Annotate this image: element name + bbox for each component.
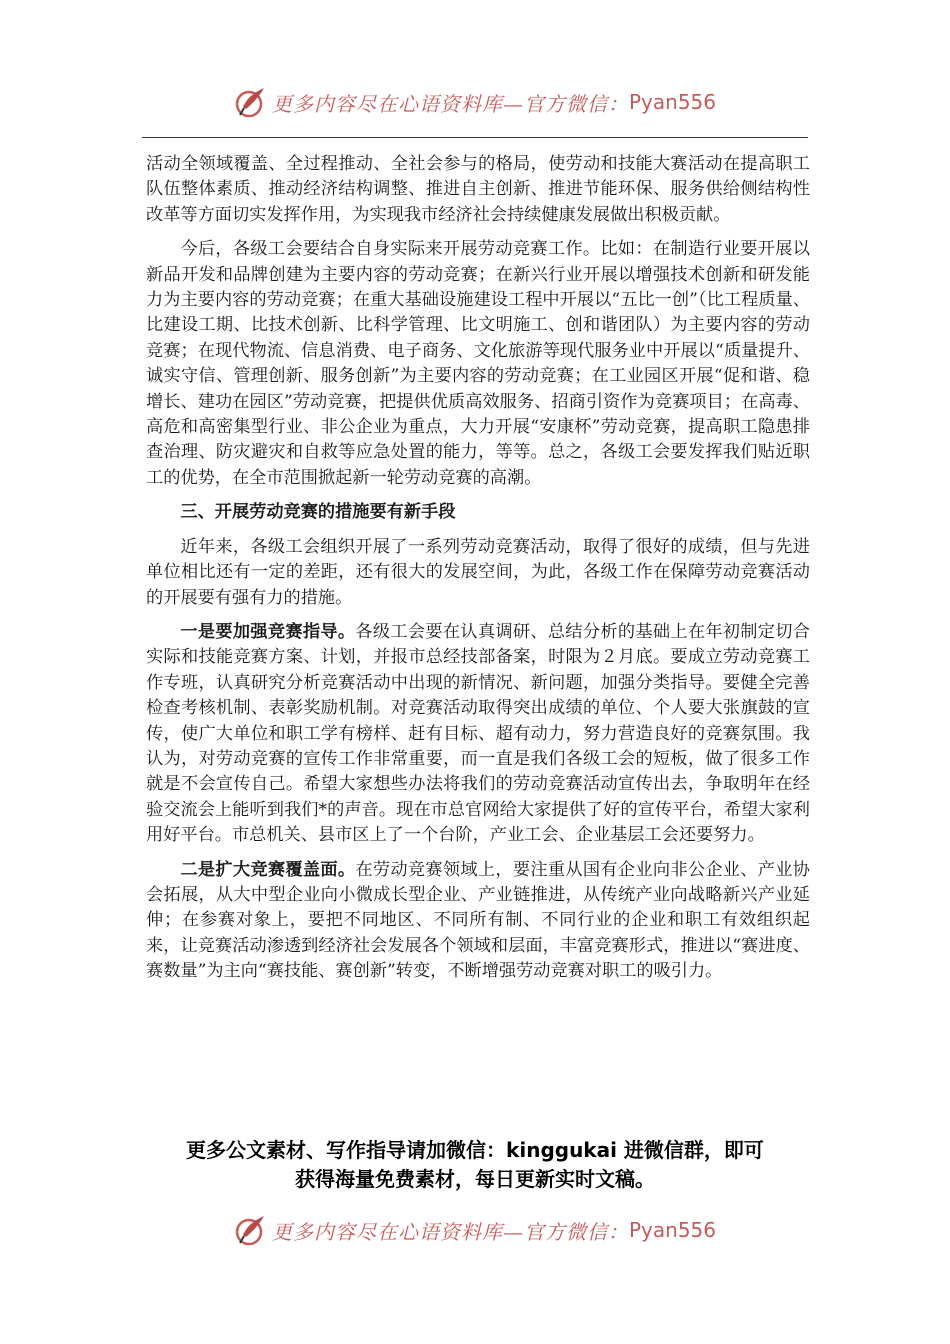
section-heading-3: 三、开展劳动竞赛的措施要有新手段 <box>180 502 456 523</box>
promo-line-1: 更多公文素材、写作指导请加微信：kinggukai 进微信群，即可 <box>186 1138 764 1162</box>
paragraph-5-text: 在劳动竞赛领域上，要注重从国有企业向非公企业、产业协会拓展，从大中型企业向小微成长型企业、产业链推进，从传统产业向战略新兴产业延伸；在参赛对象上，要把不同地区、不同所有制、不同行业的企业和职工有效组织起来，让竞赛活动渗透到经济社会发展各个领域和层面，丰富竞赛形式，推进以“赛进度、赛数量”为主向“赛技能、赛创新”转变，不断增强劳动竞赛对职工的吸引力。 <box>146 859 810 982</box>
quill-logo-icon <box>234 1213 268 1247</box>
promo-block <box>100 1136 850 1194</box>
quill-logo-icon <box>234 85 268 119</box>
paragraph-4-text: 各级工会要在认真调研、总结分析的基础上在年初制定切合实际和技能竞赛方案、计划，并报市总经技部备案，时限为２月底。要成立劳动竞赛工作专班，认真研究分析竞赛活动中出现的新情况、新问题，加强分类指导。要健全完善检查考核机制、表彰奖励机制。对竞赛活动取得突出成绩的单位、个人要大张旗鼓的宣传，使广大单位和职工学有榜样、赶有目标、超有动力，努力营造良好的竞赛氛围。我认为，对劳动竞赛的宣传工作非常重要，而一直是我们各级工会的短板，做了很多工作就是不会宣传自己。希望大家想些办法将我们的劳动竞赛活动宣传出去，争取明年在经验交流会上能听到我们*的声音。现在市总官网给大家提供了好的宣传平台，希望大家利用好平台。市总机关、县市区上了一个台阶，产业工会、企业基层工会还要努力。 <box>146 621 810 846</box>
footer-banner <box>0 1210 950 1250</box>
document-body <box>146 152 810 985</box>
header-banner-text: 更多内容尽在心语资料库—官方微信： <box>271 91 629 116</box>
footer-banner-text: 更多内容尽在心语资料库—官方微信： <box>271 1219 629 1244</box>
paragraph-5 <box>146 858 810 985</box>
header-divider <box>142 137 808 138</box>
header-wechat-id: Pyan556 <box>628 90 716 114</box>
paragraph-4-lead: 一是要加强竞赛指导。 <box>180 621 356 642</box>
promo-line-2: 获得海量免费素材，每日更新实时文稿。 <box>295 1167 655 1191</box>
paragraph-3: 近年来，各级工会组织开展了一系列劳动竞赛活动，取得了很好的成绩，但与先进单位相比还有一定的差距，还有很大的发展空间，为此，各级工作在保障劳动竞赛活动的开展要有强有力的措施。 <box>146 536 810 608</box>
paragraph-5-lead: 二是扩大竞赛覆盖面。 <box>180 859 356 880</box>
paragraph-4 <box>146 620 810 849</box>
paragraph-1: 活动全领域覆盖、全过程推动、全社会参与的格局，使劳动和技能大赛活动在提高职工队伍整体素质、推动经济结构调整、推进自主创新、推进节能环保、服务供给侧结构性改革等方面切实发挥作用，为实现我市经济社会持续健康发展做出积极贡献。 <box>146 154 810 225</box>
footer-wechat-id: Pyan556 <box>628 1218 716 1242</box>
paragraph-2: 今后，各级工会要结合自身实际来开展劳动竞赛工作。比如：在制造行业要开展以新品开发和品牌创建为主要内容的劳动竞赛；在新兴行业开展以增强技术创新和研发能力为主要内容的劳动竞赛；在重大基础设施建设工程中开展以“五比一创”（比工程质量、比建设工期、比技术创新、比科学管理、比文明施工、创和谐团队）为主要内容的劳动竞赛；在现代物流、信息消费、电子商务、文化旅游等现代服务业中开展以“质量提升、诚实守信、管理创新、服务创新”为主要内容的劳动竞赛；在工业园区开展“促和谐、稳增长、建功在园区”劳动竞赛，把提供优质高效服务、招商引资作为竞赛项目；在高毒、高危和高密集型行业、非公企业为重点，大力开展“安康杯”劳动竞赛，提高职工隐患排查治理、防灾避灾和自救等应急处置的能力，等等。总之，各级工会要发挥我们贴近职工的优势，在全市范围掀起新一轮劳动竞赛的高潮。 <box>146 239 810 488</box>
header-banner <box>0 82 950 122</box>
